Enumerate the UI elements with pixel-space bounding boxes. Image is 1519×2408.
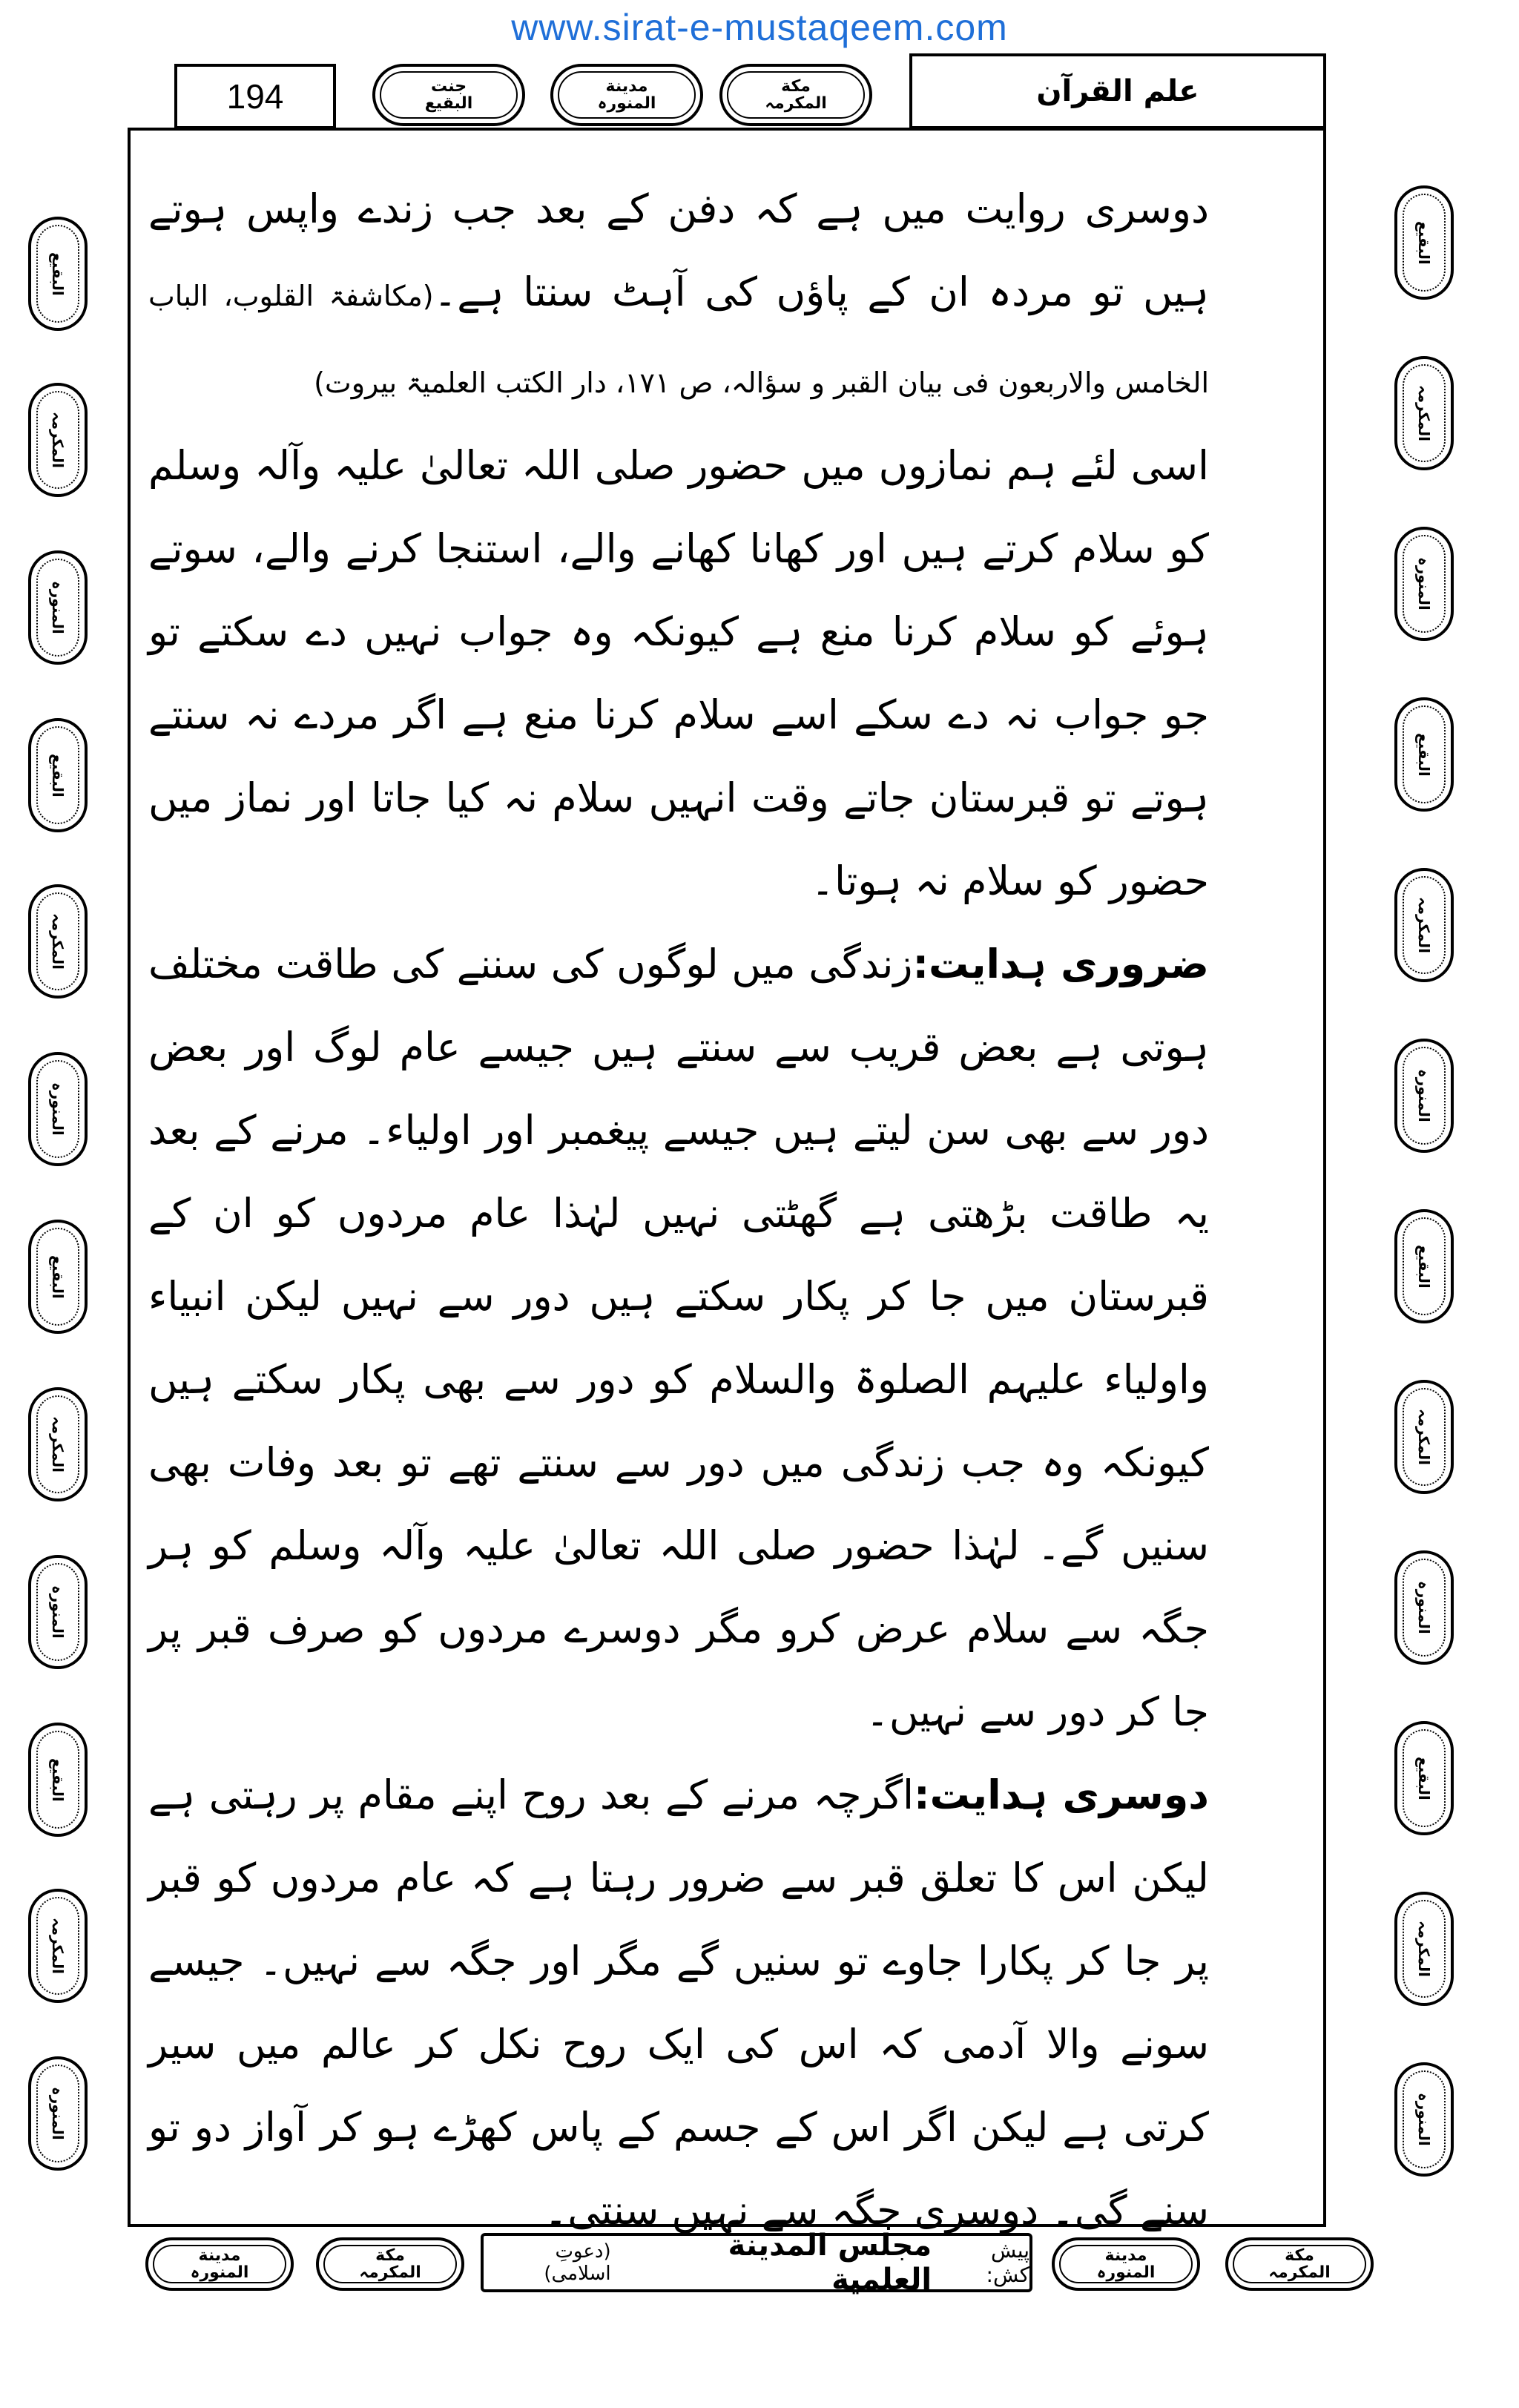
badge-top: مکة bbox=[781, 76, 811, 96]
side-badge-left-4: البقیع bbox=[28, 718, 88, 832]
side-badge-left-9: المنورہ bbox=[28, 1555, 88, 1669]
page-number: 194 bbox=[174, 64, 336, 129]
side-badge-left-6: المنورہ bbox=[28, 1052, 88, 1166]
badge-top: مدینة bbox=[1104, 2246, 1147, 2265]
paragraph-4-text: اگرچہ مرنے کے بعد روح اپنے مقام پر رہتی ہے لیکن اس کا تعلق قبر سے ضرور رہتا ہے کہ عام مردوں کو قبر پر جا کر پکارا جاوے تو سنیں گے مگر اور جگہ سے نہیں۔ جیسے سونے والا آدمی کہ اس کی ایک روح نکل کر عالم میں سیر کرتی ہے لیکن اگر اس کے جسم کے پاس کھڑے ہو کر آواز دو تو سنے گی۔ دوسری جگہ سے نہیں سنتی۔ bbox=[148, 1772, 1209, 2234]
footer-badge-madinah-2 bbox=[1052, 2237, 1200, 2291]
side-badge-left-2: المکرمہ bbox=[28, 383, 88, 497]
paragraph-3-text: زندگی میں لوگوں کی سننے کی طاقت مختلف ہوتی ہے بعض قریب سے سنتے ہیں جیسے عام لوگ اور بعض دور سے بھی سن لیتے ہیں جیسے پیغمبر اور اولیاء۔ مرنے کے بعد یہ طاقت بڑھتی ہے گھٹتی نہیں لہٰذا عام مردوں کو ان کے قبرستان میں جا کر پکار سکتے ہیں دور سے نہیں لیکن انبیاء واولیاء علیہم الصلوۃ والسلام کو دور سے بھی پکار سکتے ہیں کیونکہ وہ جب زندگی میں دور سے سنتے تھے تو بعد وفات بھی سنیں گے۔ لہٰذا حضور صلی اللہ تعالیٰ علیہ وآلہ وسلم کو ہر جگہ سے سلام عرض کرو مگر دوسرے مردوں کو صرف قبر پر جا کر دور سے نہیں۔ bbox=[148, 941, 1209, 1735]
paragraph-4 bbox=[148, 1754, 1209, 2252]
badge-top: مدینة bbox=[198, 2246, 241, 2265]
page-body bbox=[148, 168, 1209, 2252]
side-badge-right-1: البقیع bbox=[1394, 185, 1454, 300]
paragraph-1 bbox=[148, 168, 1209, 424]
badge-madinah bbox=[550, 64, 703, 126]
side-badge-right-3: المنورہ bbox=[1394, 527, 1454, 641]
side-badge-right-12: المنورہ bbox=[1394, 2062, 1454, 2177]
side-badge-left-12: المنورہ bbox=[28, 2056, 88, 2171]
publisher-name: مجلس المدینة العلمیة bbox=[728, 2228, 932, 2297]
side-badge-right-8: المکرمہ bbox=[1394, 1380, 1454, 1494]
side-badge-right-5: المکرمہ bbox=[1394, 868, 1454, 982]
paragraph-1-text: دوسری روایت میں ہے کہ دفن کے بعد جب زندے واپس ہوتے ہیں تو مردہ ان کے پاؤں کی آہٹ سنتا ہے۔ bbox=[148, 185, 1209, 315]
side-badge-right-6: المنورہ bbox=[1394, 1039, 1454, 1153]
side-badge-left-7: البقیع bbox=[28, 1220, 88, 1334]
side-badge-right-2: المکرمہ bbox=[1394, 356, 1454, 470]
side-badge-right-10: البقیع bbox=[1394, 1721, 1454, 1835]
footer-publisher bbox=[481, 2228, 1032, 2297]
side-badge-right-11: المکرمہ bbox=[1394, 1892, 1454, 2006]
badge-makkah bbox=[719, 64, 872, 126]
paragraph-2: اسی لئے ہم نمازوں میں حضور صلی اللہ تعالیٰ علیہ وآلہ وسلم کو سلام کرتے ہیں اور کھانا کھانے والے، استنجا کرنے والے، سوتے ہوئے کو سلام کرنا منع ہے کیونکہ وہ جواب نہیں دے سکتے تو جو جواب نہ دے سکے اسے سلام کرنا منع ہے اگر مردے نہ سنتے ہوتے تو قبرستان جاتے وقت انہیں سلام نہ کیا جاتا اور نماز میں حضور کو سلام نہ ہوتا۔ bbox=[148, 442, 1209, 904]
side-badge-right-9: المنورہ bbox=[1394, 1550, 1454, 1665]
side-badge-left-8: المکرمہ bbox=[28, 1387, 88, 1501]
side-badge-left-3: المنورہ bbox=[28, 550, 88, 665]
badge-bottom: المکرمہ bbox=[359, 2263, 421, 2282]
side-badge-left-11: المکرمہ bbox=[28, 1889, 88, 2003]
paragraph-3 bbox=[148, 923, 1209, 1754]
badge-jannat-al-baqi bbox=[372, 64, 525, 126]
side-badge-left-5: المکرمہ bbox=[28, 884, 88, 999]
side-badge-left-10: البقیع bbox=[28, 1723, 88, 1837]
side-badge-right-7: البقیع bbox=[1394, 1209, 1454, 1323]
footer-badge-makkah-2 bbox=[1225, 2237, 1374, 2291]
badge-bottom: المکرمہ bbox=[1268, 2263, 1331, 2282]
reference-citation: (مکاشفۃ القلوب، الباب الخامس والاربعون فی بیان القبر و سؤالہ، ص ۱۷۱، دار الکتب العلمیۃ بیروت) bbox=[148, 280, 1209, 399]
side-badge-left-1: البقیع bbox=[28, 217, 88, 331]
presented-by-label: پیش کش: bbox=[986, 2238, 1029, 2287]
badge-bottom: البقیع bbox=[424, 94, 473, 113]
badge-bottom: المنورہ bbox=[597, 94, 656, 113]
publisher-sub: (دعوتِ اسلامی) bbox=[544, 2240, 611, 2285]
badge-top: مدینة bbox=[605, 76, 648, 96]
badge-top: جنت bbox=[430, 76, 467, 96]
book-title: علم القرآن bbox=[909, 53, 1326, 129]
badge-bottom: المنورہ bbox=[190, 2263, 249, 2282]
badge-bottom: المکرمہ bbox=[765, 94, 827, 113]
website-url[interactable]: www.sirat-e-mustaqeem.com bbox=[511, 7, 1008, 48]
badge-bottom: المنورہ bbox=[1096, 2263, 1156, 2282]
badge-top: مکة bbox=[375, 2246, 405, 2265]
footer-badge-madinah-1 bbox=[145, 2237, 294, 2291]
side-badge-right-4: البقیع bbox=[1394, 697, 1454, 812]
badge-top: مکة bbox=[1285, 2246, 1314, 2265]
heading-zaroori-hidayat: ضروری ہدایت: bbox=[912, 941, 1209, 987]
heading-doosri-hidayat: دوسری ہدایت: bbox=[914, 1772, 1209, 1818]
footer-badge-makkah-1 bbox=[316, 2237, 464, 2291]
